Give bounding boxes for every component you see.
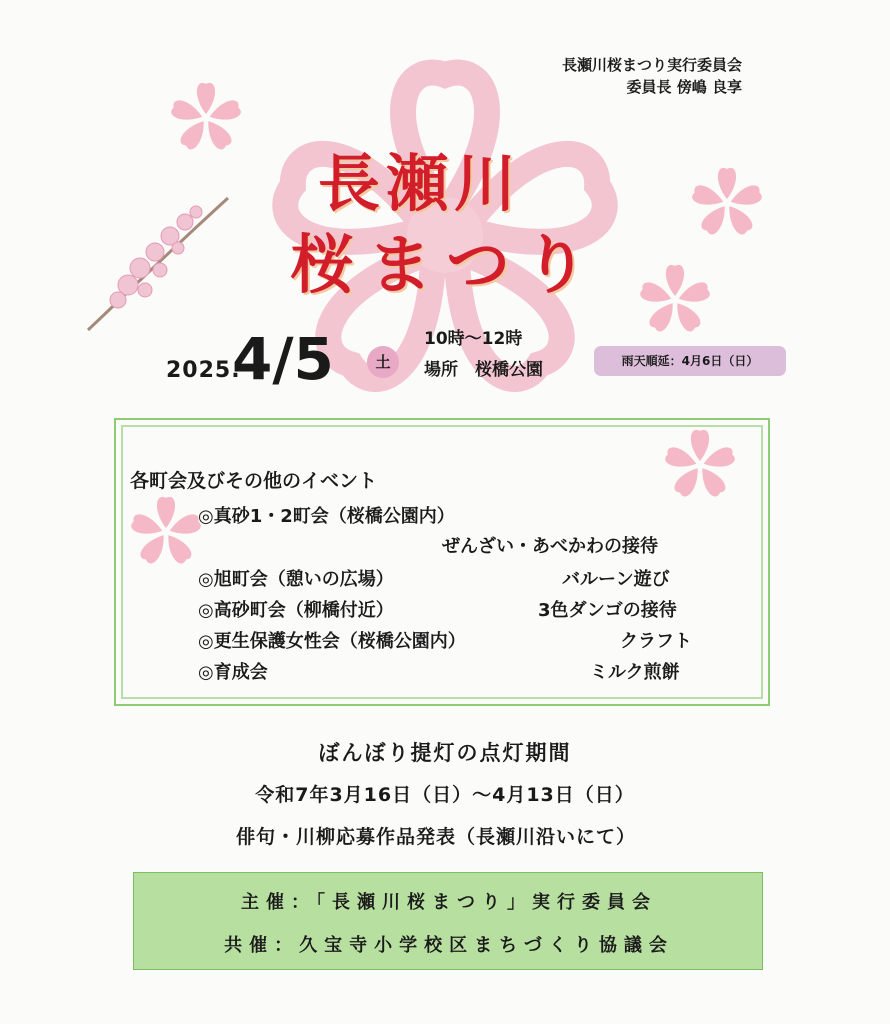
rain-date-badge: 雨天順延：4月6日（日）: [594, 346, 786, 376]
events-heading: 各町会及びその他のイベント: [130, 470, 378, 492]
event-place: 場所 桜橋公園: [424, 360, 543, 380]
haiku-announcement: 俳句・川柳応募作品発表（長瀬川沿いにて）: [236, 826, 637, 848]
event-org-4: ◎更生保護女性会（桜橋公園内）: [198, 631, 466, 652]
event-org-2: ◎旭町会（憩いの広場）: [198, 569, 394, 590]
blossom-icon: [170, 83, 243, 152]
host-box: [133, 872, 763, 970]
lantern-period: 令和7年3月16日（日）～4月13日（日）: [255, 784, 635, 806]
events-box: [114, 418, 770, 706]
event-date: 4/5: [232, 325, 334, 393]
event-org-5: ◎育成会: [198, 662, 268, 683]
blossom-icon: [691, 168, 764, 237]
blossom-icon: [639, 265, 712, 334]
event-org-1: ◎真砂1・2町会（桜橋公園内）: [198, 506, 455, 527]
event-time: 10時～12時: [424, 329, 523, 349]
event-org-3: ◎高砂町会（柳橋付近）: [198, 600, 394, 621]
event-activity-4: クラフト: [620, 631, 692, 652]
event-year: 2025.: [166, 358, 241, 383]
co-host: 共催：久宝寺小学校区まちづくり協議会: [224, 935, 674, 956]
lantern-heading: ぼんぼり提灯の点灯期間: [318, 741, 572, 765]
cherry-branch-icon: [88, 198, 228, 330]
event-activity-3: 3色ダンゴの接待: [538, 600, 677, 621]
event-activity-2: バルーン遊び: [562, 569, 670, 590]
organizer-committee: 長瀬川桜まつり実行委員会: [561, 56, 742, 74]
organizer-info: [562, 54, 742, 98]
event-activity-5: ミルク煎餅: [590, 662, 680, 683]
event-activity-1: ぜんざい・あべかわの接待: [442, 536, 658, 557]
organizer-chair: 委員長 傍嶋 良享: [626, 78, 742, 96]
title-line-2: 桜まつり: [290, 228, 602, 303]
weekday-badge: 土: [367, 346, 399, 378]
title-line-1: 長瀬川: [318, 147, 523, 220]
main-host: 主催：「長瀬川桜まつり」実行委員会: [241, 892, 657, 913]
